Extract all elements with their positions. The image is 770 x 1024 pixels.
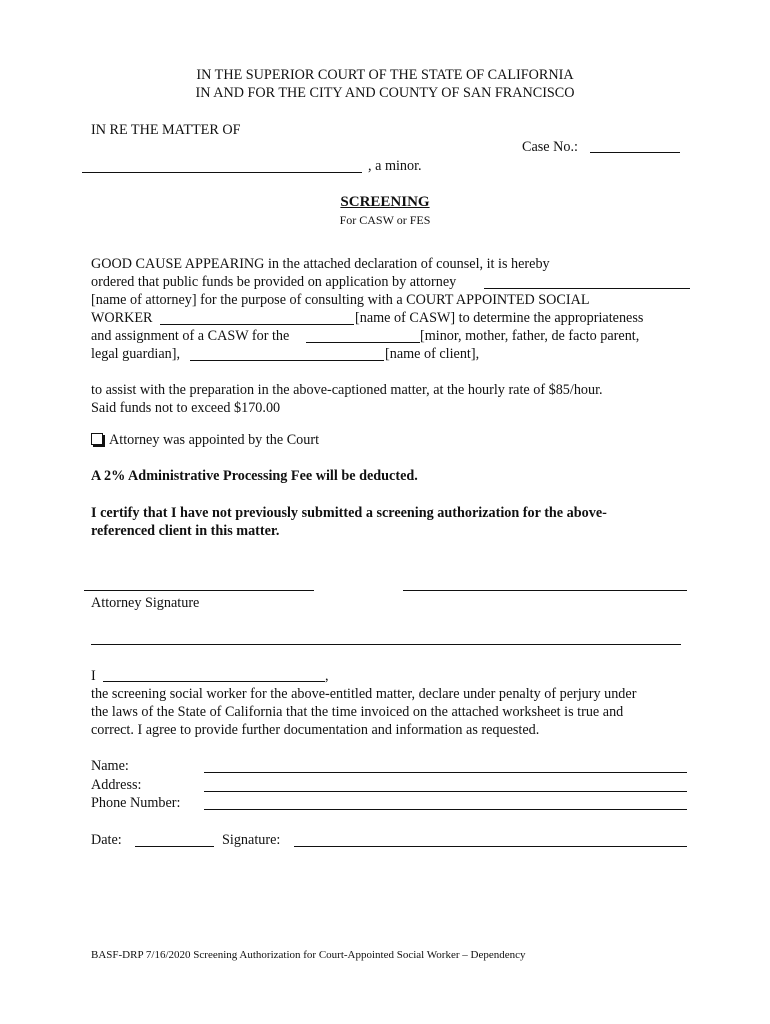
name-label: Name: [91,758,129,774]
declaration-line-3: correct. I agree to provide further documentation and information as requested. [91,722,540,738]
signature-label: Signature: [222,832,281,848]
order-line-6b: [name of client], [385,346,480,362]
date-field[interactable] [135,846,214,847]
address-label: Address: [91,777,142,793]
appointed-checkbox-label: Attorney was appointed by the Court [109,432,320,448]
casw-name-field[interactable] [160,324,354,325]
address-field[interactable] [204,791,687,792]
section-divider [91,644,681,645]
minor-name-field[interactable] [82,172,362,173]
certify-line-1: I certify that I have not previously submitted a screening authorization for the above- [91,505,607,521]
checkbox-icon[interactable] [91,433,103,445]
attorney-signature-label: Attorney Signature [91,595,200,611]
order-line-1: GOOD CAUSE APPEARING in the attached declaration of counsel, it is hereby [91,256,550,272]
name-field[interactable] [204,772,687,773]
declaration-line-2: the laws of the State of California that the time invoiced on the attached worksheet is true and [91,704,624,720]
social-worker-name-field[interactable] [103,681,325,682]
order-line-6a: legal guardian], [91,346,181,362]
certify-line-2: referenced client in this matter. [91,523,280,539]
declaration-comma: , [325,668,329,684]
attorney-name-field[interactable] [484,288,690,289]
order-line-4b: [name of CASW] to determine the appropriateness [355,310,644,326]
phone-label: Phone Number: [91,795,181,811]
matter-label: IN RE THE MATTER OF [91,122,241,138]
order-line-3: [name of attorney] for the purpose of consulting with a COURT APPOINTED SOCIAL [91,292,590,308]
declaration-line-1: the screening social worker for the above-entitled matter, declare under penalty of perjury under [91,686,637,702]
order-line-5b: [minor, mother, father, de facto parent, [420,328,640,344]
assist-line-1: to assist with the preparation in the above-captioned matter, at the hourly rate of $85/hour. [91,382,603,398]
date-label: Date: [91,832,122,848]
attorney-signature-date-field[interactable] [403,590,687,591]
party-type-field[interactable] [306,342,420,343]
phone-field[interactable] [204,809,687,810]
appointed-checkbox-row[interactable] [91,431,319,449]
case-number-field[interactable] [590,152,680,153]
order-line-2: ordered that public funds be provided on application by attorney [91,274,457,290]
assist-line-2: Said funds not to exceed $170.00 [91,400,281,416]
attorney-signature-field[interactable] [84,590,314,591]
minor-label: , a minor. [368,158,422,174]
order-line-4a: WORKER [91,310,153,326]
client-name-field[interactable] [190,360,384,361]
document-subtitle: For CASW or FES [339,213,431,227]
court-name-line2: IN AND FOR THE CITY AND COUNTY OF SAN FRANCISCO [195,85,575,101]
order-line-5a: and assignment of a CASW for the [91,328,290,344]
court-name-line1: IN THE SUPERIOR COURT OF THE STATE OF CALIFORNIA [196,67,574,83]
document-title: SCREENING [340,194,430,210]
case-number-label: Case No.: [522,139,578,155]
fee-notice: A 2% Administrative Processing Fee will be deducted. [91,468,418,484]
signature-field[interactable] [294,846,687,847]
declaration-i-label: I [91,668,96,684]
form-footer: BASF-DRP 7/16/2020 Screening Authorization for Court-Appointed Social Worker – Dependency [91,949,526,961]
